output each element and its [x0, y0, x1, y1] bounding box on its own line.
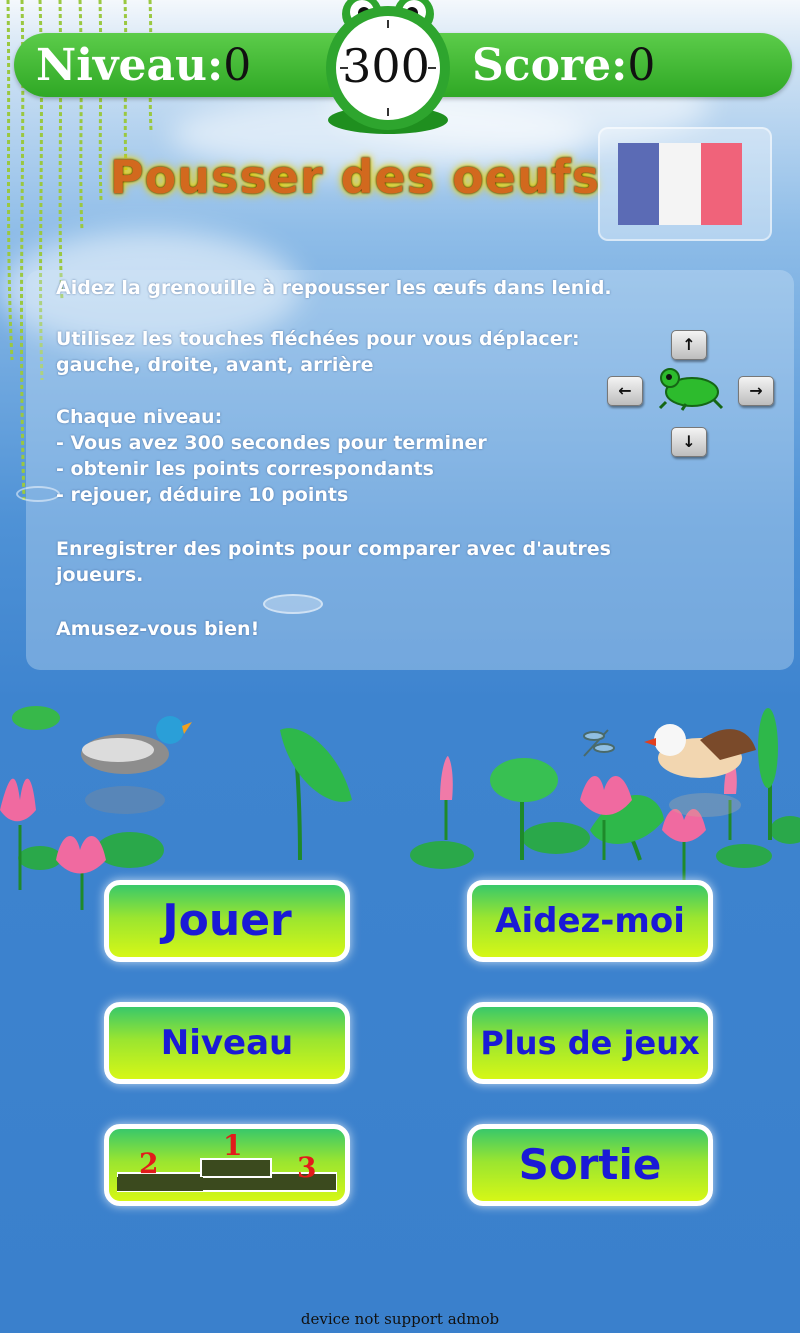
flag-stripe-blue [618, 143, 659, 225]
right-arrow-key-icon: → [738, 376, 774, 406]
flag-stripe-red [701, 143, 742, 225]
instruction-rules: Chaque niveau: - Vous avez 300 secondes pour terminer - obtenir les points correspondants - rejouer, déduire 10 points [56, 406, 487, 506]
instruction-intro: Aidez la grenouille à repousser les œufs dans lenid. [56, 277, 612, 299]
france-flag-icon [618, 143, 742, 225]
pond-scene [0, 690, 800, 910]
water-ripple [16, 486, 60, 502]
podium-second: 2 [139, 1147, 159, 1180]
score-display [472, 38, 655, 94]
leaderboard-button[interactable] [104, 1124, 350, 1206]
more-games-button[interactable]: Plus de jeux [467, 1002, 713, 1084]
level-display [36, 38, 251, 94]
left-arrow-key-icon: ← [607, 376, 643, 406]
score-label: Score: [472, 40, 628, 91]
game-title: Pousser des oeufs [109, 150, 601, 204]
instruction-scores: Enregistrer des points pour comparer avec d'autres joueurs. [56, 538, 611, 586]
instruction-controls: Utilisez les touches fléchées pour vous déplacer: gauche, droite, avant, arrière [56, 328, 580, 376]
instruction-enjoy: Amusez-vous bien! [56, 618, 260, 640]
ad-status-text: device not support admob [300, 1310, 500, 1328]
level-label: Niveau: [36, 40, 224, 91]
water-ripple [263, 594, 323, 614]
podium-third: 3 [297, 1151, 317, 1184]
up-arrow-key-icon: ↑ [671, 330, 707, 360]
podium-first: 1 [223, 1129, 243, 1162]
mandarin-duck-icon [644, 724, 756, 817]
dragonfly-icon [584, 730, 614, 756]
down-arrow-key-icon: ↓ [671, 427, 707, 457]
language-button[interactable] [598, 127, 772, 241]
level-value: 0 [223, 40, 252, 91]
help-button[interactable]: Aidez-moi [467, 880, 713, 962]
flag-stripe-white [659, 143, 700, 225]
score-value: 0 [627, 40, 656, 91]
duck-icon [81, 716, 192, 814]
level-button[interactable]: Niveau [104, 1002, 350, 1084]
exit-button[interactable]: Sortie [467, 1124, 713, 1206]
frog-icon [656, 362, 726, 412]
play-button[interactable]: Jouer [104, 880, 350, 962]
timer-value: 300 [342, 39, 430, 93]
